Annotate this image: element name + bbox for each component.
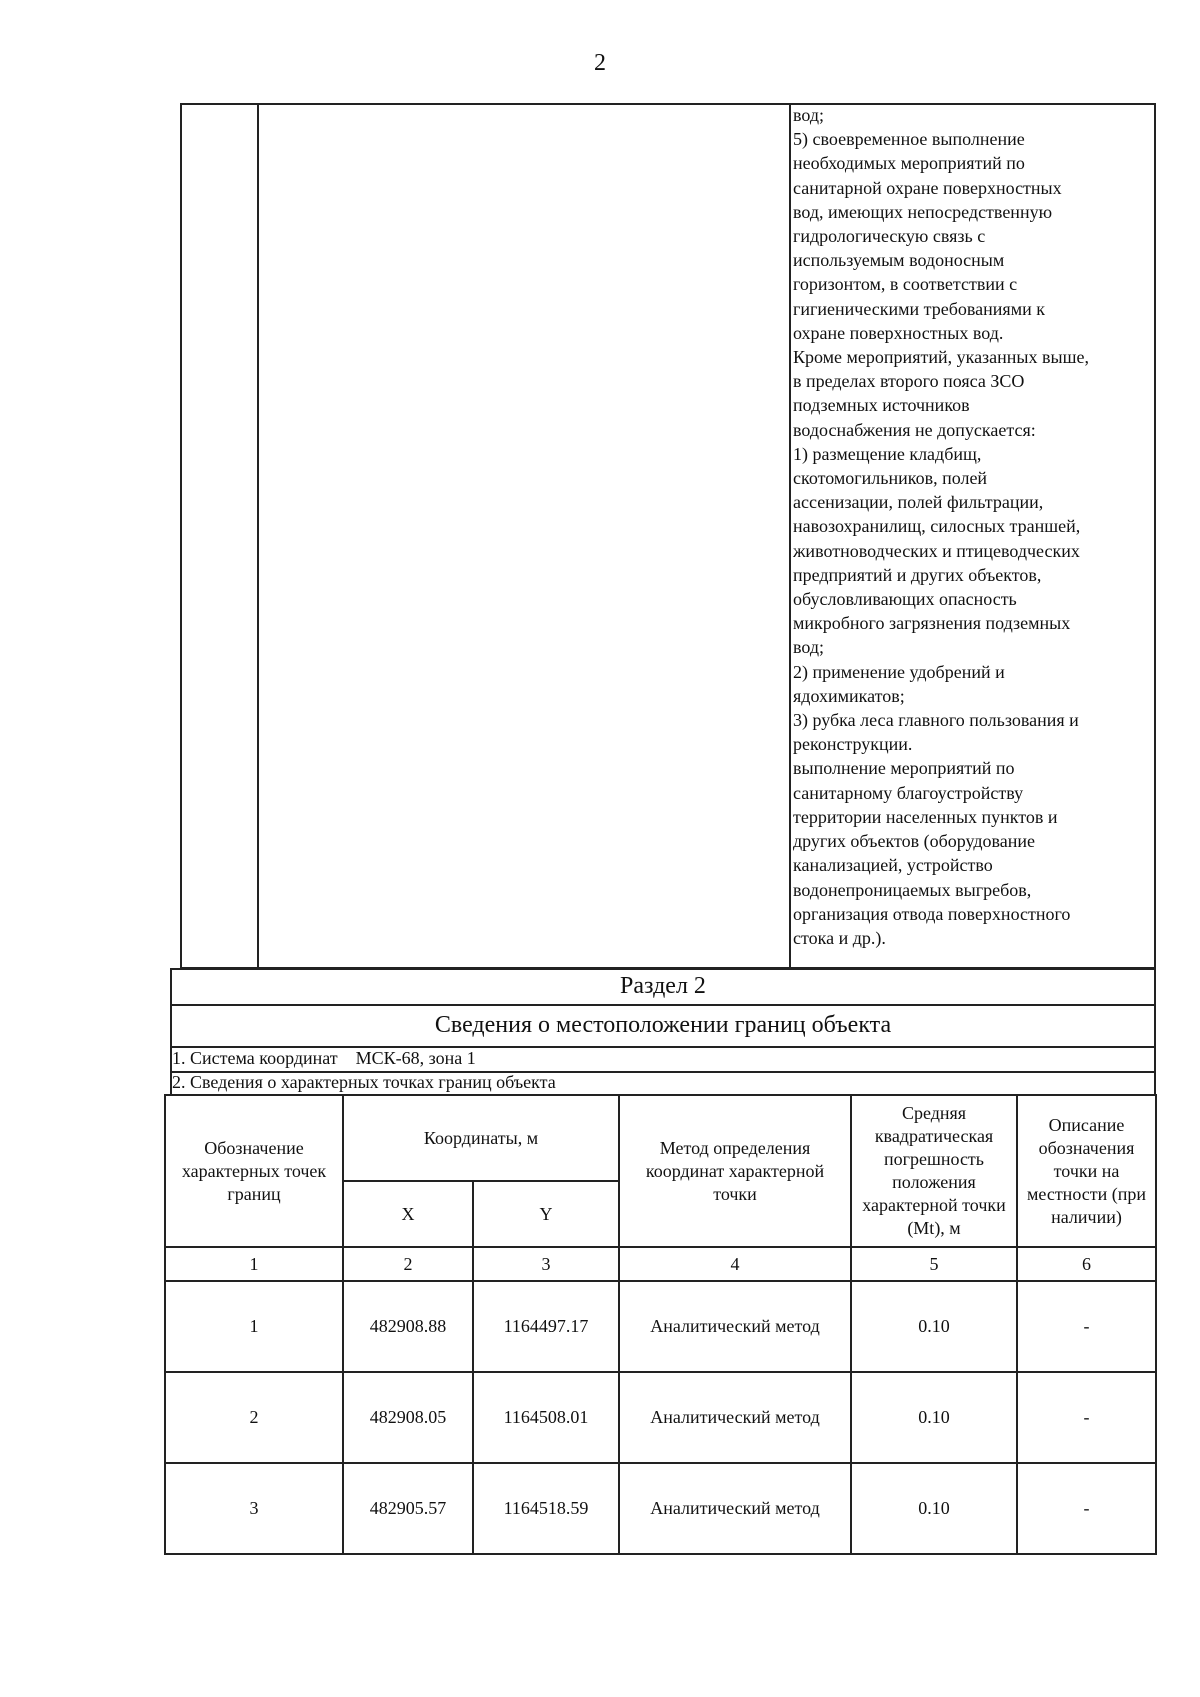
- text-line: используемым водоносным: [793, 250, 1005, 271]
- cell-point: 3: [165, 1463, 343, 1554]
- col-number: 6: [1017, 1247, 1156, 1281]
- text-line: охране поверхностных вод.: [793, 322, 1004, 343]
- points-caption: 2. Сведения о характерных точках границ объекта: [172, 1072, 556, 1092]
- text-line: вод, имеющих непосредственную: [793, 201, 1053, 222]
- col-number: 3: [473, 1247, 619, 1281]
- cell-method: Аналитический метод: [619, 1463, 851, 1554]
- col-number: 1: [165, 1247, 343, 1281]
- text-line: ассенизации, полей фильтрации,: [793, 492, 1044, 513]
- cell-y: 1164518.59: [473, 1463, 619, 1554]
- text-line: санитарной охране поверхностных: [793, 177, 1062, 198]
- col-number: 5: [851, 1247, 1017, 1281]
- col-number: 4: [619, 1247, 851, 1281]
- points-table: [164, 1094, 1157, 1555]
- cell-y: 1164497.17: [473, 1281, 619, 1372]
- measures-col-divider-2: [789, 103, 791, 969]
- header-coords: Координаты, м: [343, 1095, 619, 1181]
- coordinate-system: [172, 1046, 476, 1071]
- text-line: подземных источников: [793, 395, 970, 416]
- measures-col-divider-1: [257, 103, 259, 969]
- text-line: животноводческих и птицеводческих: [793, 540, 1080, 561]
- table-row: [165, 1281, 1156, 1372]
- text-line: стока и др.).: [793, 927, 886, 948]
- text-line: Кроме мероприятий, указанных выше,: [793, 347, 1089, 368]
- cell-x: 482908.88: [343, 1281, 473, 1372]
- text-line: канализацией, устройство: [793, 855, 993, 876]
- measures-text: [793, 103, 1155, 950]
- text-line: санитарному благоустройству: [793, 782, 1024, 803]
- text-line: обусловливающих опасность: [793, 589, 1017, 610]
- text-line: необходимых мероприятий по: [793, 153, 1025, 174]
- cell-error: 0.10: [851, 1281, 1017, 1372]
- text-line: горизонтом, в соответствии с: [793, 274, 1018, 295]
- cell-description: -: [1017, 1463, 1156, 1554]
- cell-method: Аналитический метод: [619, 1281, 851, 1372]
- cell-x: 482908.05: [343, 1372, 473, 1463]
- header-point: Обозначение характерных точек границ: [165, 1095, 343, 1247]
- text-line: микробного загрязнения подземных: [793, 613, 1071, 634]
- cell-description: -: [1017, 1281, 1156, 1372]
- cell-point: 1: [165, 1281, 343, 1372]
- header-description: Описание обозначения точки на местности (при наличии): [1017, 1095, 1156, 1247]
- page-number: 2: [594, 50, 606, 76]
- table-row: [165, 1372, 1156, 1463]
- text-line: в пределах второго пояса ЗСО: [793, 371, 1025, 392]
- text-line: 1) размещение кладбищ,: [793, 443, 982, 464]
- cell-y: 1164508.01: [473, 1372, 619, 1463]
- text-line: водонепроницаемых выгребов,: [793, 879, 1032, 900]
- text-line: других объектов (оборудование: [793, 831, 1036, 852]
- cell-description: -: [1017, 1372, 1156, 1463]
- table-row: [165, 1463, 1156, 1554]
- text-line: предприятий и других объектов,: [793, 564, 1042, 585]
- text-line: ядохимикатов;: [793, 685, 905, 706]
- text-line: организация отвода поверхностного: [793, 903, 1071, 924]
- text-line: вод;: [793, 105, 825, 125]
- text-line: скотомогильников, полей: [793, 468, 988, 489]
- cell-error: 0.10: [851, 1463, 1017, 1554]
- text-line: 3) рубка леса главного пользования и: [793, 710, 1079, 731]
- text-line: выполнение мероприятий по: [793, 758, 1015, 779]
- coordinate-system-value: МСК-68, зона 1: [355, 1048, 476, 1068]
- cell-error: 0.10: [851, 1372, 1017, 1463]
- cell-x: 482905.57: [343, 1463, 473, 1554]
- header-y: Y: [473, 1181, 619, 1247]
- text-line: территории населенных пунктов и: [793, 806, 1058, 827]
- header-method: Метод определения координат характерной точки: [619, 1095, 851, 1247]
- coordinate-system-label: 1. Система координат: [172, 1048, 338, 1068]
- text-line: навозохранилищ, силосных траншей,: [793, 516, 1081, 537]
- section-title: Раздел 2: [620, 972, 706, 999]
- col-number: 2: [343, 1247, 473, 1281]
- cell-method: Аналитический метод: [619, 1372, 851, 1463]
- text-line: 5) своевременное выполнение: [793, 129, 1025, 150]
- text-line: 2) применение удобрений и: [793, 661, 1005, 682]
- cell-point: 2: [165, 1372, 343, 1463]
- header-error: Средняя квадратическая погрешность положения характерной точки (Mt), м: [851, 1095, 1017, 1247]
- text-line: гидрологическую связь с: [793, 226, 986, 247]
- header-x: X: [343, 1181, 473, 1247]
- text-line: водоснабжения не допускается:: [793, 419, 1036, 440]
- text-line: реконструкции.: [793, 734, 913, 755]
- text-line: вод;: [793, 637, 825, 658]
- text-line: гигиеническими требованиями к: [793, 298, 1045, 319]
- section-subtitle: Сведения о местоположении границ объекта: [434, 1011, 892, 1038]
